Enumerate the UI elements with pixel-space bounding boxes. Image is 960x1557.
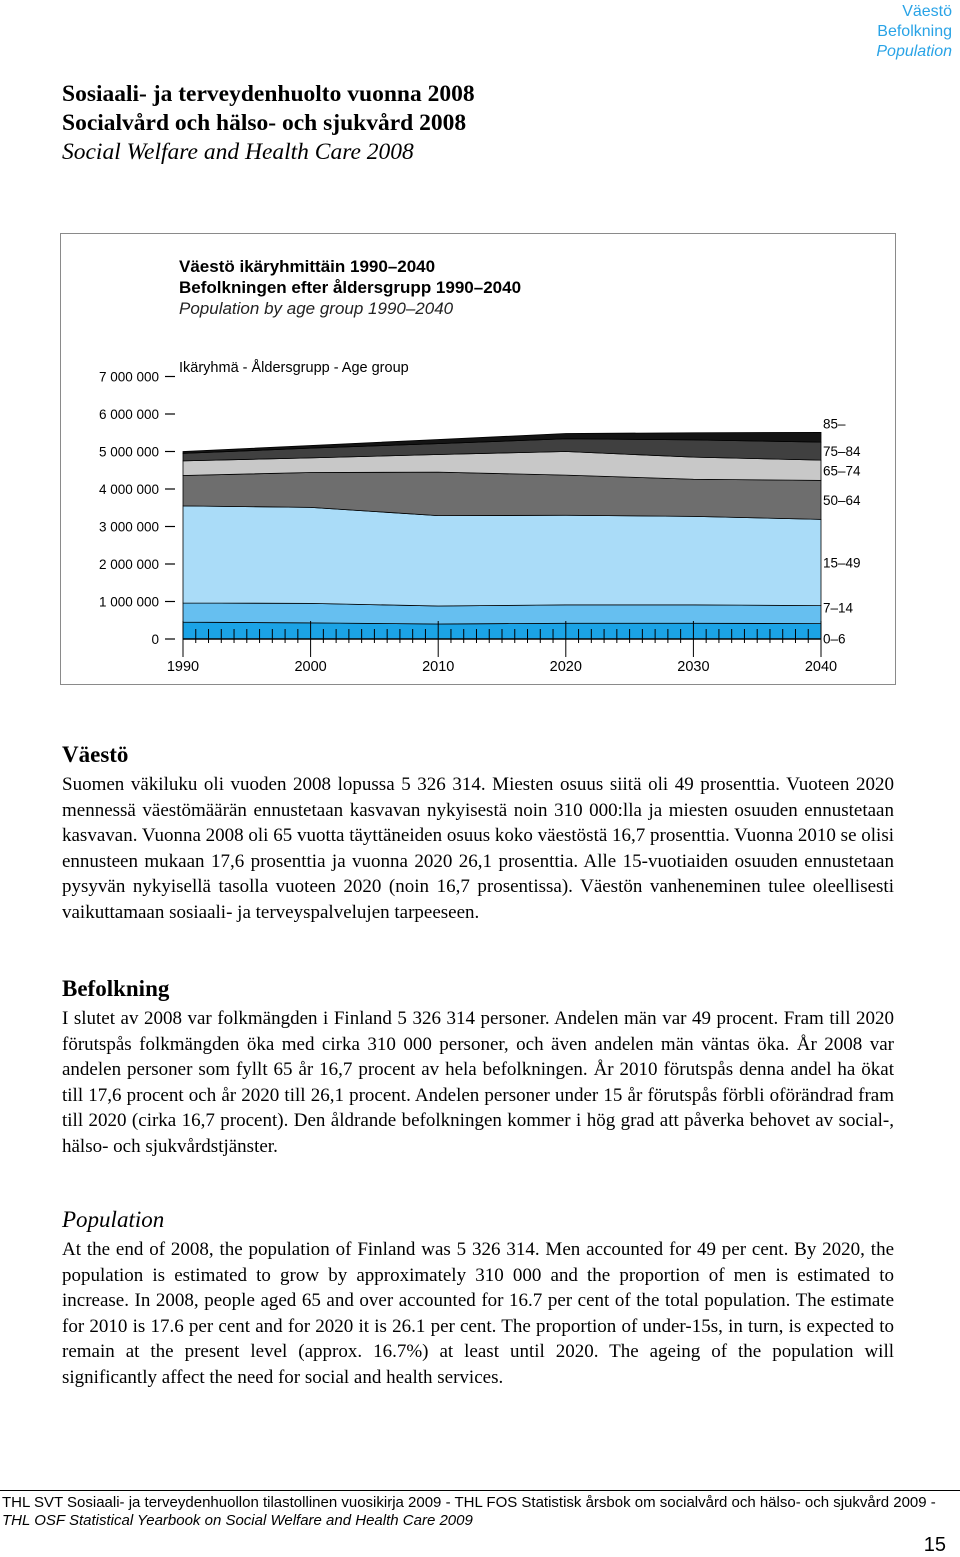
x-tick-label: 2030 (677, 659, 710, 675)
series-label-75–84: 75–84 (823, 444, 861, 460)
x-tick-label: 2000 (294, 659, 327, 675)
chart-title-sv: Befolkningen efter åldersgrupp 1990–2040 (179, 278, 522, 297)
y-tick-label: 0 (151, 632, 159, 647)
section-text: At the end of 2008, the population of Finland was 5 326 314. Men accounted for 49 per cent. By 2020, the population is estimated to grow by approximately 310 000 and the proportion of men is estimated to increase. In 2008, people aged 65 and over accounted for 16.7 per cent of the total population. The estimate for 2010 is 17.6 per cent and for 2020 it is 26.1 per cent. The proportion of under-15s, in turn, is expected to remain at the present level (approx. 16.7%) at least until 2020. The ageing of the population will significantly affect the need for social and health services. (62, 1239, 894, 1388)
y-tick-label: 5 000 000 (98, 444, 159, 460)
series-label-85–: 85– (823, 416, 846, 432)
area-15–49 (183, 506, 821, 606)
section-heading: Population (62, 1207, 165, 1232)
y-tick-label: 2 000 000 (98, 557, 159, 572)
section-tags (876, 2, 952, 62)
section-text: Suomen väkiluku oli vuoden 2008 lopussa 5 326 314. Miesten osuus siitä oli 49 prosenttia. Vuoteen 2020 mennessä väestömäärän ennustetaan kasvavan nykyisestä noin 310 000:lla ja miesten osuuden ennustetaan kasvavan. Vuonna 2008 oli 65 vuotta täyttäneiden osuus koko väestöstä 16,7 prosenttia. Vuonna 2010 se olisi ennusteen mukaan 17,6 prosenttia ja vuonna 2020 26,1 prosenttia. Alle 15-vuotiaiden osuuden ennustetaan pysyvän nykyisellä tasolla vuoteen 2020 (noin 16,7 prosentissa). Väestön vanheneminen tulee oleellisesti vaikuttamaan sosiaali- ja terveyspalvelujen tarpeeseen. (62, 774, 894, 923)
footer-text (2, 1494, 936, 1530)
series-label-15–49: 15–49 (823, 555, 861, 571)
page-title-sv: Socialvård och hälso- och sjukvård 2008 (62, 110, 467, 136)
y-tick-label: 1 000 000 (98, 594, 159, 610)
y-tick-label: 3 000 000 (98, 519, 159, 535)
series-label-0–6: 0–6 (823, 631, 846, 647)
chart-container (60, 233, 896, 685)
population-area-chart (61, 234, 897, 686)
x-tick-label: 2020 (549, 659, 582, 675)
tag-fi: Väestö (902, 3, 952, 20)
series-label-65–74: 65–74 (823, 463, 861, 479)
tag-sv: Befolkning (877, 23, 952, 40)
x-tick-label: 2040 (804, 659, 838, 675)
y-tick-label: 7 000 000 (98, 369, 159, 385)
y-tick-label: 4 000 000 (98, 482, 159, 497)
footer-divider (0, 1490, 960, 1491)
section-befolkning (62, 976, 894, 1159)
tag-en: Population (876, 43, 952, 60)
chart-title-fi: Väestö ikäryhmittäin 1990–2040 (179, 257, 436, 276)
page-title-en: Social Welfare and Health Care 2008 (62, 139, 414, 165)
page-title (62, 80, 475, 167)
area-7–14 (183, 603, 821, 624)
page-title-fi: Sosiaali- ja terveydenhuolto vuonna 2008 (62, 81, 475, 107)
section-vaesto (62, 742, 894, 925)
x-tick-label: 2010 (422, 659, 455, 675)
section-heading: Befolkning (62, 976, 170, 1001)
series-label-7–14: 7–14 (823, 600, 854, 616)
footer-line-2: THL OSF Statistical Yearbook on Social Welfare and Health Care 2009 (2, 1512, 473, 1529)
footer-line-1: THL SVT Sosiaali- ja terveydenhuollon tilastollinen vuosikirja 2009 - THL FOS Statistisk årsbok om socialvård och hälso- och sjukvård 2009 - (2, 1494, 936, 1511)
series-label-50–64: 50–64 (823, 492, 861, 508)
section-heading: Väestö (62, 742, 129, 767)
x-tick-label: 1990 (166, 659, 200, 675)
legend-title: Ikäryhmä - Åldersgrupp - Age group (179, 360, 409, 376)
page-number: 15 (923, 1534, 946, 1556)
y-tick-label: 6 000 000 (98, 407, 159, 422)
section-population (62, 1207, 894, 1390)
chart-title-en: Population by age group 1990–2040 (179, 299, 454, 318)
section-text: I slutet av 2008 var folkmängden i Finland 5 326 314 personer. Andelen män var 49 procent. Fram till 2020 förutspås folkmängden öka med cirka 310 000 personer, och även andelen män väntas öka. År 2008 var andelen personer som fyllt 65 år 16,7 procent av hela befolkningen. År 2010 förutspås denna andel ha ökat till 17,6 procent och år 2020 till 26,1 procent. Andelen personer under 15 år förutspås förbli oförändrad fram till 2020 (cirka 16,7 procent). Den åldrande befolkningen kommer i hög grad att påverka behovet av social-, hälso- och sjukvårdstjänster. (62, 1008, 894, 1157)
